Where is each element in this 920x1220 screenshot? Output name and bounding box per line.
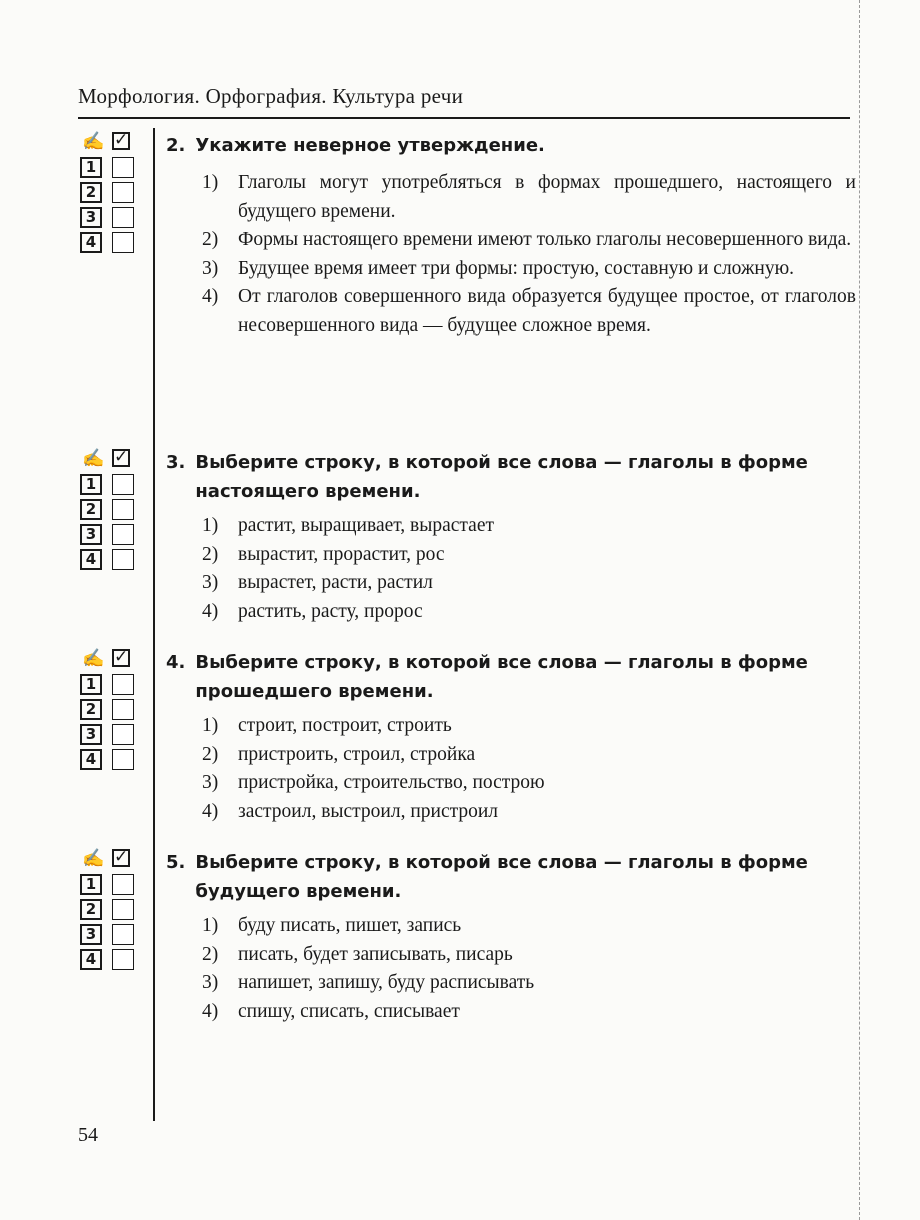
answer-number: 2 <box>80 499 102 520</box>
answer-checkbox[interactable] <box>112 549 134 570</box>
answer-checkbox[interactable] <box>112 499 134 520</box>
question-prompt: 2. Укажите неверное утверждение. <box>166 135 545 156</box>
pencil-icon: ✍ <box>82 131 105 151</box>
option-item: 2) Формы настоящего времени имеют только глаголы несовершенного вида. <box>202 229 852 250</box>
answer-checkbox[interactable] <box>112 874 134 895</box>
question-prompt: 5. Выберите строку, в которой все слова — глаголы в форме будущего времени. <box>166 848 856 906</box>
question-prompt: 3. Выберите строку, в которой все слова — глаголы в форме настоящего времени. <box>166 448 856 506</box>
answer-box <box>78 648 140 772</box>
cut-line <box>859 0 860 1220</box>
answer-number: 2 <box>80 899 102 920</box>
answer-checkbox[interactable] <box>112 749 134 770</box>
answer-number: 1 <box>80 474 102 495</box>
answer-number: 3 <box>80 724 102 745</box>
answer-checkbox[interactable] <box>112 924 134 945</box>
option-item: 4) От глаголов совершенного вида образуется будущее простое, от глаголов несовершенного вида — будущее сложное время. <box>202 286 856 336</box>
answer-number: 2 <box>80 699 102 720</box>
answer-checkbox[interactable] <box>112 724 134 745</box>
answer-checkbox[interactable] <box>112 182 134 203</box>
answer-number: 1 <box>80 157 102 178</box>
option-item: 2) писать, будет записывать, писарь <box>202 943 513 965</box>
answer-checkbox[interactable] <box>112 699 134 720</box>
answer-box <box>78 448 140 572</box>
option-item: 4) застроил, выстроил, пристроил <box>202 800 499 822</box>
answer-number: 2 <box>80 182 102 203</box>
option-item: 2) вырастит, прорастит, рос <box>202 543 445 565</box>
answer-checkbox[interactable] <box>112 474 134 495</box>
answer-number: 1 <box>80 674 102 695</box>
checkbox-checked-icon: ✓ <box>114 847 129 867</box>
question-number: 5. <box>166 852 186 873</box>
emphasis: неверное <box>293 135 392 156</box>
answer-box <box>78 131 140 255</box>
answer-checkbox[interactable] <box>112 232 134 253</box>
checkbox-checked-icon: ✓ <box>114 447 129 467</box>
option-item: 3) вырастет, расти, растил <box>202 572 433 593</box>
answer-number: 3 <box>80 924 102 945</box>
answer-checkbox[interactable] <box>112 949 134 970</box>
answer-checkbox[interactable] <box>112 674 134 695</box>
option-item: 3) напишет, запишу, буду расписывать <box>202 972 535 993</box>
option-item: 1) строит, построит, строить <box>202 715 452 736</box>
answer-checkbox[interactable] <box>112 524 134 545</box>
answer-number: 4 <box>80 749 102 770</box>
answer-box <box>78 848 140 972</box>
pencil-icon: ✍ <box>82 848 105 868</box>
option-item: 3) пристройка, строительство, построю <box>202 772 545 793</box>
answer-number: 1 <box>80 874 102 895</box>
answer-number: 4 <box>80 949 102 970</box>
pencil-icon: ✍ <box>82 648 105 668</box>
question-prompt: 4. Выберите строку, в которой все слова — глаголы в форме прошедшего времени. <box>166 648 856 706</box>
option-item: 4) растить, расту, пророс <box>202 600 423 622</box>
answer-number: 3 <box>80 524 102 545</box>
checkbox-checked-icon: ✓ <box>114 647 129 667</box>
answer-checkbox[interactable] <box>112 207 134 228</box>
option-item: 1) Глаголы могут употребляться в формах прошедшего, настоящего и будущего времени. <box>202 172 856 222</box>
pencil-icon: ✍ <box>82 448 105 468</box>
option-item: 1) буду писать, пишет, запись <box>202 915 462 936</box>
answer-checkbox[interactable] <box>112 157 134 178</box>
checkbox-checked-icon: ✓ <box>114 130 129 150</box>
answer-number: 3 <box>80 207 102 228</box>
question-number: 3. <box>166 452 186 473</box>
answer-checkbox[interactable] <box>112 899 134 920</box>
question-number: 2. <box>166 135 186 156</box>
page-number: 54 <box>78 1124 98 1146</box>
page-header: Морфология. Орфография. Культура речи <box>78 84 850 119</box>
option-item: 2) пристроить, строил, стройка <box>202 743 476 765</box>
option-item: 4) спишу, списать, списывает <box>202 1000 460 1022</box>
option-item: 1) растит, выращивает, вырастает <box>202 515 495 536</box>
answer-number: 4 <box>80 549 102 570</box>
margin-rule <box>153 128 155 1121</box>
answer-number: 4 <box>80 232 102 253</box>
question-number: 4. <box>166 652 186 673</box>
option-item: 3) Будущее время имеет три формы: простую, составную и сложную. <box>202 257 795 279</box>
